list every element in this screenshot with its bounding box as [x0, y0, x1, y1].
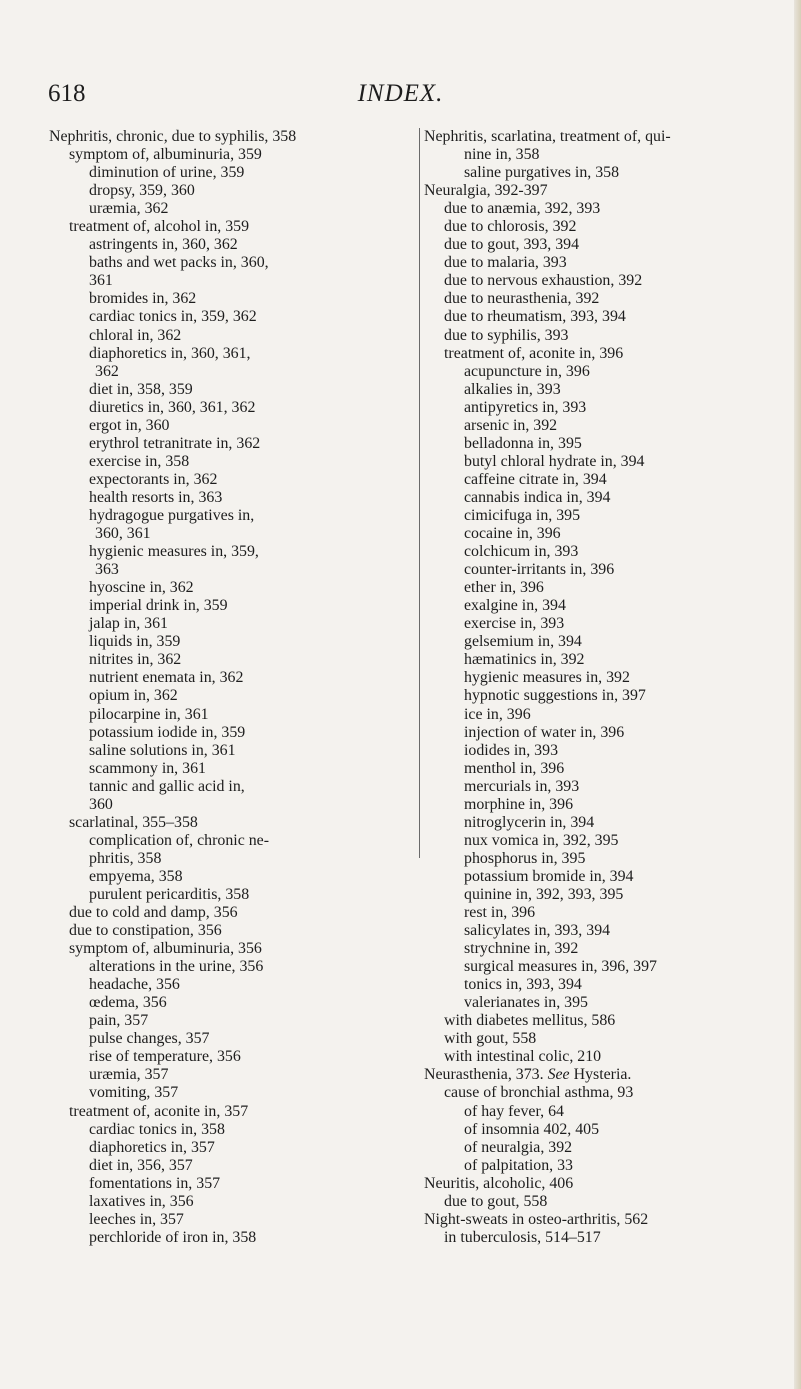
index-entry: colchicum in, 393: [464, 543, 579, 561]
index-entry: nine in, 358: [464, 146, 540, 164]
index-entry: due to constipation, 356: [69, 922, 222, 940]
index-entry: leeches in, 357: [89, 1210, 184, 1228]
index-entry: due to rheumatism, 393, 394: [444, 308, 626, 326]
index-entry: hygienic measures in, 392: [464, 669, 630, 687]
index-entry: bromides in, 362: [89, 290, 197, 308]
index-entry: rest in, 396: [464, 904, 536, 922]
index-entry: perchloride of iron in, 358: [89, 1228, 257, 1246]
index-entry: phosphorus in, 395: [464, 849, 586, 867]
index-entry: of hay fever, 64: [464, 1102, 564, 1120]
index-entry: expectorants in, 362: [89, 470, 218, 488]
index-entry: acupuncture in, 396: [464, 362, 590, 380]
index-entry: exercise in, 393: [464, 615, 565, 633]
index-entry: due to gout, 393, 394: [444, 236, 580, 254]
index-entry: diaphoretics in, 357: [89, 1138, 215, 1156]
index-entry: alkalies in, 393: [464, 380, 561, 398]
index-entry: with diabetes mellitus, 586: [444, 1012, 616, 1030]
index-entry: symptom of, albuminuria, 356: [69, 940, 262, 958]
index-entry: dropsy, 359, 360: [89, 182, 195, 200]
page-number: 618: [48, 80, 86, 107]
index-entry: of palpitation, 33: [464, 1156, 574, 1174]
index-entry: fomentations in, 357: [89, 1174, 221, 1192]
index-entry: mercurials in, 393: [464, 777, 580, 795]
index-entry: due to neurasthenia, 392: [444, 290, 600, 308]
index-entry: ice in, 396: [464, 705, 531, 723]
index-entry: saline purgatives in, 358: [464, 164, 620, 182]
index-entry: due to malaria, 393: [444, 254, 567, 272]
index-column-left: [49, 128, 414, 1247]
index-entry: treatment of, aconite in, 357: [69, 1102, 249, 1120]
index-entry: phritis, 358: [89, 849, 162, 867]
index-entry: vomiting, 357: [89, 1084, 179, 1102]
index-entry: of neuralgia, 392: [464, 1138, 573, 1156]
index-entry: due to syphilis, 393: [444, 326, 569, 344]
index-entry: potassium iodide in, 359: [89, 723, 246, 741]
index-entry: antipyretics in, 393: [464, 398, 587, 416]
index-entry: 360: [89, 795, 113, 813]
index-entry: cimicifuga in, 395: [464, 506, 581, 524]
index-entry: health resorts in, 363: [89, 488, 223, 506]
index-entry: counter-irritants in, 396: [464, 561, 615, 579]
index-entry: with gout, 558: [444, 1030, 537, 1048]
index-entry: arsenic in, 392: [464, 416, 558, 434]
index-entry: cardiac tonics in, 359, 362: [89, 308, 257, 326]
index-entry: 362: [95, 362, 119, 380]
index-entry: valerianates in, 395: [464, 994, 588, 1012]
index-entry: strychnine in, 392: [464, 940, 579, 958]
index-entry: potassium bromide in, 394: [464, 867, 634, 885]
index-entry: pulse changes, 357: [89, 1030, 210, 1048]
index-entry: belladonna in, 395: [464, 434, 582, 452]
index-entry: treatment of, alcohol in, 359: [69, 218, 250, 236]
index-entry: exercise in, 358: [89, 452, 190, 470]
index-entry: jalap in, 361: [89, 615, 168, 633]
index-entry: Nephritis, scarlatina, treatment of, qui-: [424, 128, 671, 145]
index-entry: pilocarpine in, 361: [89, 705, 209, 723]
index-entry: injection of water in, 396: [464, 723, 625, 741]
index-entry: due to nervous exhaustion, 392: [444, 272, 643, 290]
index-entry: erythrol tetranitrate in, 362: [89, 434, 261, 452]
index-entry: scammony in, 361: [89, 759, 206, 777]
index-entry: hypnotic suggestions in, 397: [464, 687, 646, 705]
index-entry: diuretics in, 360, 361, 362: [89, 398, 256, 416]
index-entry: caffeine citrate in, 394: [464, 470, 607, 488]
index-entry: menthol in, 396: [464, 759, 565, 777]
index-entry: Night-sweats in osteo-arthritis, 562: [424, 1210, 649, 1228]
index-entry: cannabis indica in, 394: [464, 488, 611, 506]
column-divider: [419, 128, 420, 858]
index-entry: treatment of, aconite in, 396: [444, 344, 624, 362]
index-entry: hæmatinics in, 392: [464, 651, 585, 669]
index-entry: imperial drink in, 359: [89, 597, 228, 615]
index-entry: alterations in the urine, 356: [89, 958, 264, 976]
index-entry: uræmia, 362: [89, 200, 169, 218]
index-entry: empyema, 358: [89, 867, 183, 885]
index-entry: morphine in, 396: [464, 795, 574, 813]
index-entry: quinine in, 392, 393, 395: [464, 885, 624, 903]
index-entry: cocaine in, 396: [464, 525, 561, 543]
index-entry: scarlatinal, 355–358: [69, 813, 198, 831]
index-entry: tonics in, 393, 394: [464, 976, 582, 994]
index-entry: diaphoretics in, 360, 361,: [89, 344, 251, 362]
index-entry: hyoscine in, 362: [89, 579, 194, 597]
index-entry: nutrient enemata in, 362: [89, 669, 244, 687]
index-entry: exalgine in, 394: [464, 597, 566, 615]
index-entry: baths and wet packs in, 360,: [89, 254, 269, 272]
index-entry: cardiac tonics in, 358: [89, 1120, 225, 1138]
index-entry: 361: [89, 272, 113, 290]
index-entry: in tuberculosis, 514–517: [444, 1228, 601, 1246]
index-entry: pain, 357: [89, 1012, 149, 1030]
page-header: [0, 80, 801, 110]
index-entry: due to gout, 558: [444, 1192, 548, 1210]
index-entry: uræmia, 357: [89, 1066, 169, 1084]
index-entry: nitrites in, 362: [89, 651, 182, 669]
index-entry: complication of, chronic ne-: [89, 831, 270, 849]
index-entry: nitroglycerin in, 394: [464, 813, 595, 831]
index-entry: Nephritis, chronic, due to syphilis, 358: [49, 128, 297, 145]
index-entry: due to anæmia, 392, 393: [444, 200, 601, 218]
index-entry: diet in, 358, 359: [89, 380, 193, 398]
index-entry: diet in, 356, 357: [89, 1156, 193, 1174]
index-entry: rise of temperature, 356: [89, 1048, 241, 1066]
index-entry: chloral in, 362: [89, 326, 182, 344]
index-entry: due to chlorosis, 392: [444, 218, 577, 236]
index-entry: opium in, 362: [89, 687, 178, 705]
index-entry: œdema, 356: [89, 994, 167, 1012]
index-entry: headache, 356: [89, 976, 180, 994]
running-title: INDEX.: [357, 80, 444, 107]
index-entry: purulent pericarditis, 358: [89, 885, 250, 903]
index-entry: Neuralgia, 392-397: [424, 182, 548, 200]
index-entry: due to cold and damp, 356: [69, 904, 238, 922]
index-entry: liquids in, 359: [89, 633, 181, 651]
index-entry: Neuritis, alcoholic, 406: [424, 1174, 574, 1192]
index-column-right: [424, 128, 796, 1247]
see-also-label: See: [547, 1066, 570, 1084]
index-entry: tannic and gallic acid in,: [89, 777, 245, 795]
index-entry: surgical measures in, 396, 397: [464, 958, 658, 976]
index-entry: ergot in, 360: [89, 416, 170, 434]
index-entry: nux vomica in, 392, 395: [464, 831, 619, 849]
index-entry: gelsemium in, 394: [464, 633, 582, 651]
page-edge: [794, 0, 801, 1389]
index-entry: diminution of urine, 359: [89, 164, 245, 182]
index-entry: saline solutions in, 361: [89, 741, 236, 759]
index-entry: laxatives in, 356: [89, 1192, 194, 1210]
index-entry: of insomnia 402, 405: [464, 1120, 600, 1138]
index-entry: butyl chloral hydrate in, 394: [464, 452, 645, 470]
index-entry: hygienic measures in, 359,: [89, 543, 259, 561]
index-entry: Neurasthenia, 373. See Hysteria.: [424, 1066, 632, 1084]
index-entry: 363: [95, 561, 119, 579]
index-entry: cause of bronchial asthma, 93: [444, 1084, 634, 1102]
index-entry: 360, 361: [95, 525, 151, 543]
index-entry: ether in, 396: [464, 579, 544, 597]
index-entry: salicylates in, 393, 394: [464, 922, 611, 940]
index-entry: symptom of, albuminuria, 359: [69, 146, 262, 164]
index-entry: iodides in, 393: [464, 741, 559, 759]
index-entry: hydragogue purgatives in,: [89, 506, 255, 524]
index-entry: with intestinal colic, 210: [444, 1048, 602, 1066]
index-entry: astringents in, 360, 362: [89, 236, 238, 254]
